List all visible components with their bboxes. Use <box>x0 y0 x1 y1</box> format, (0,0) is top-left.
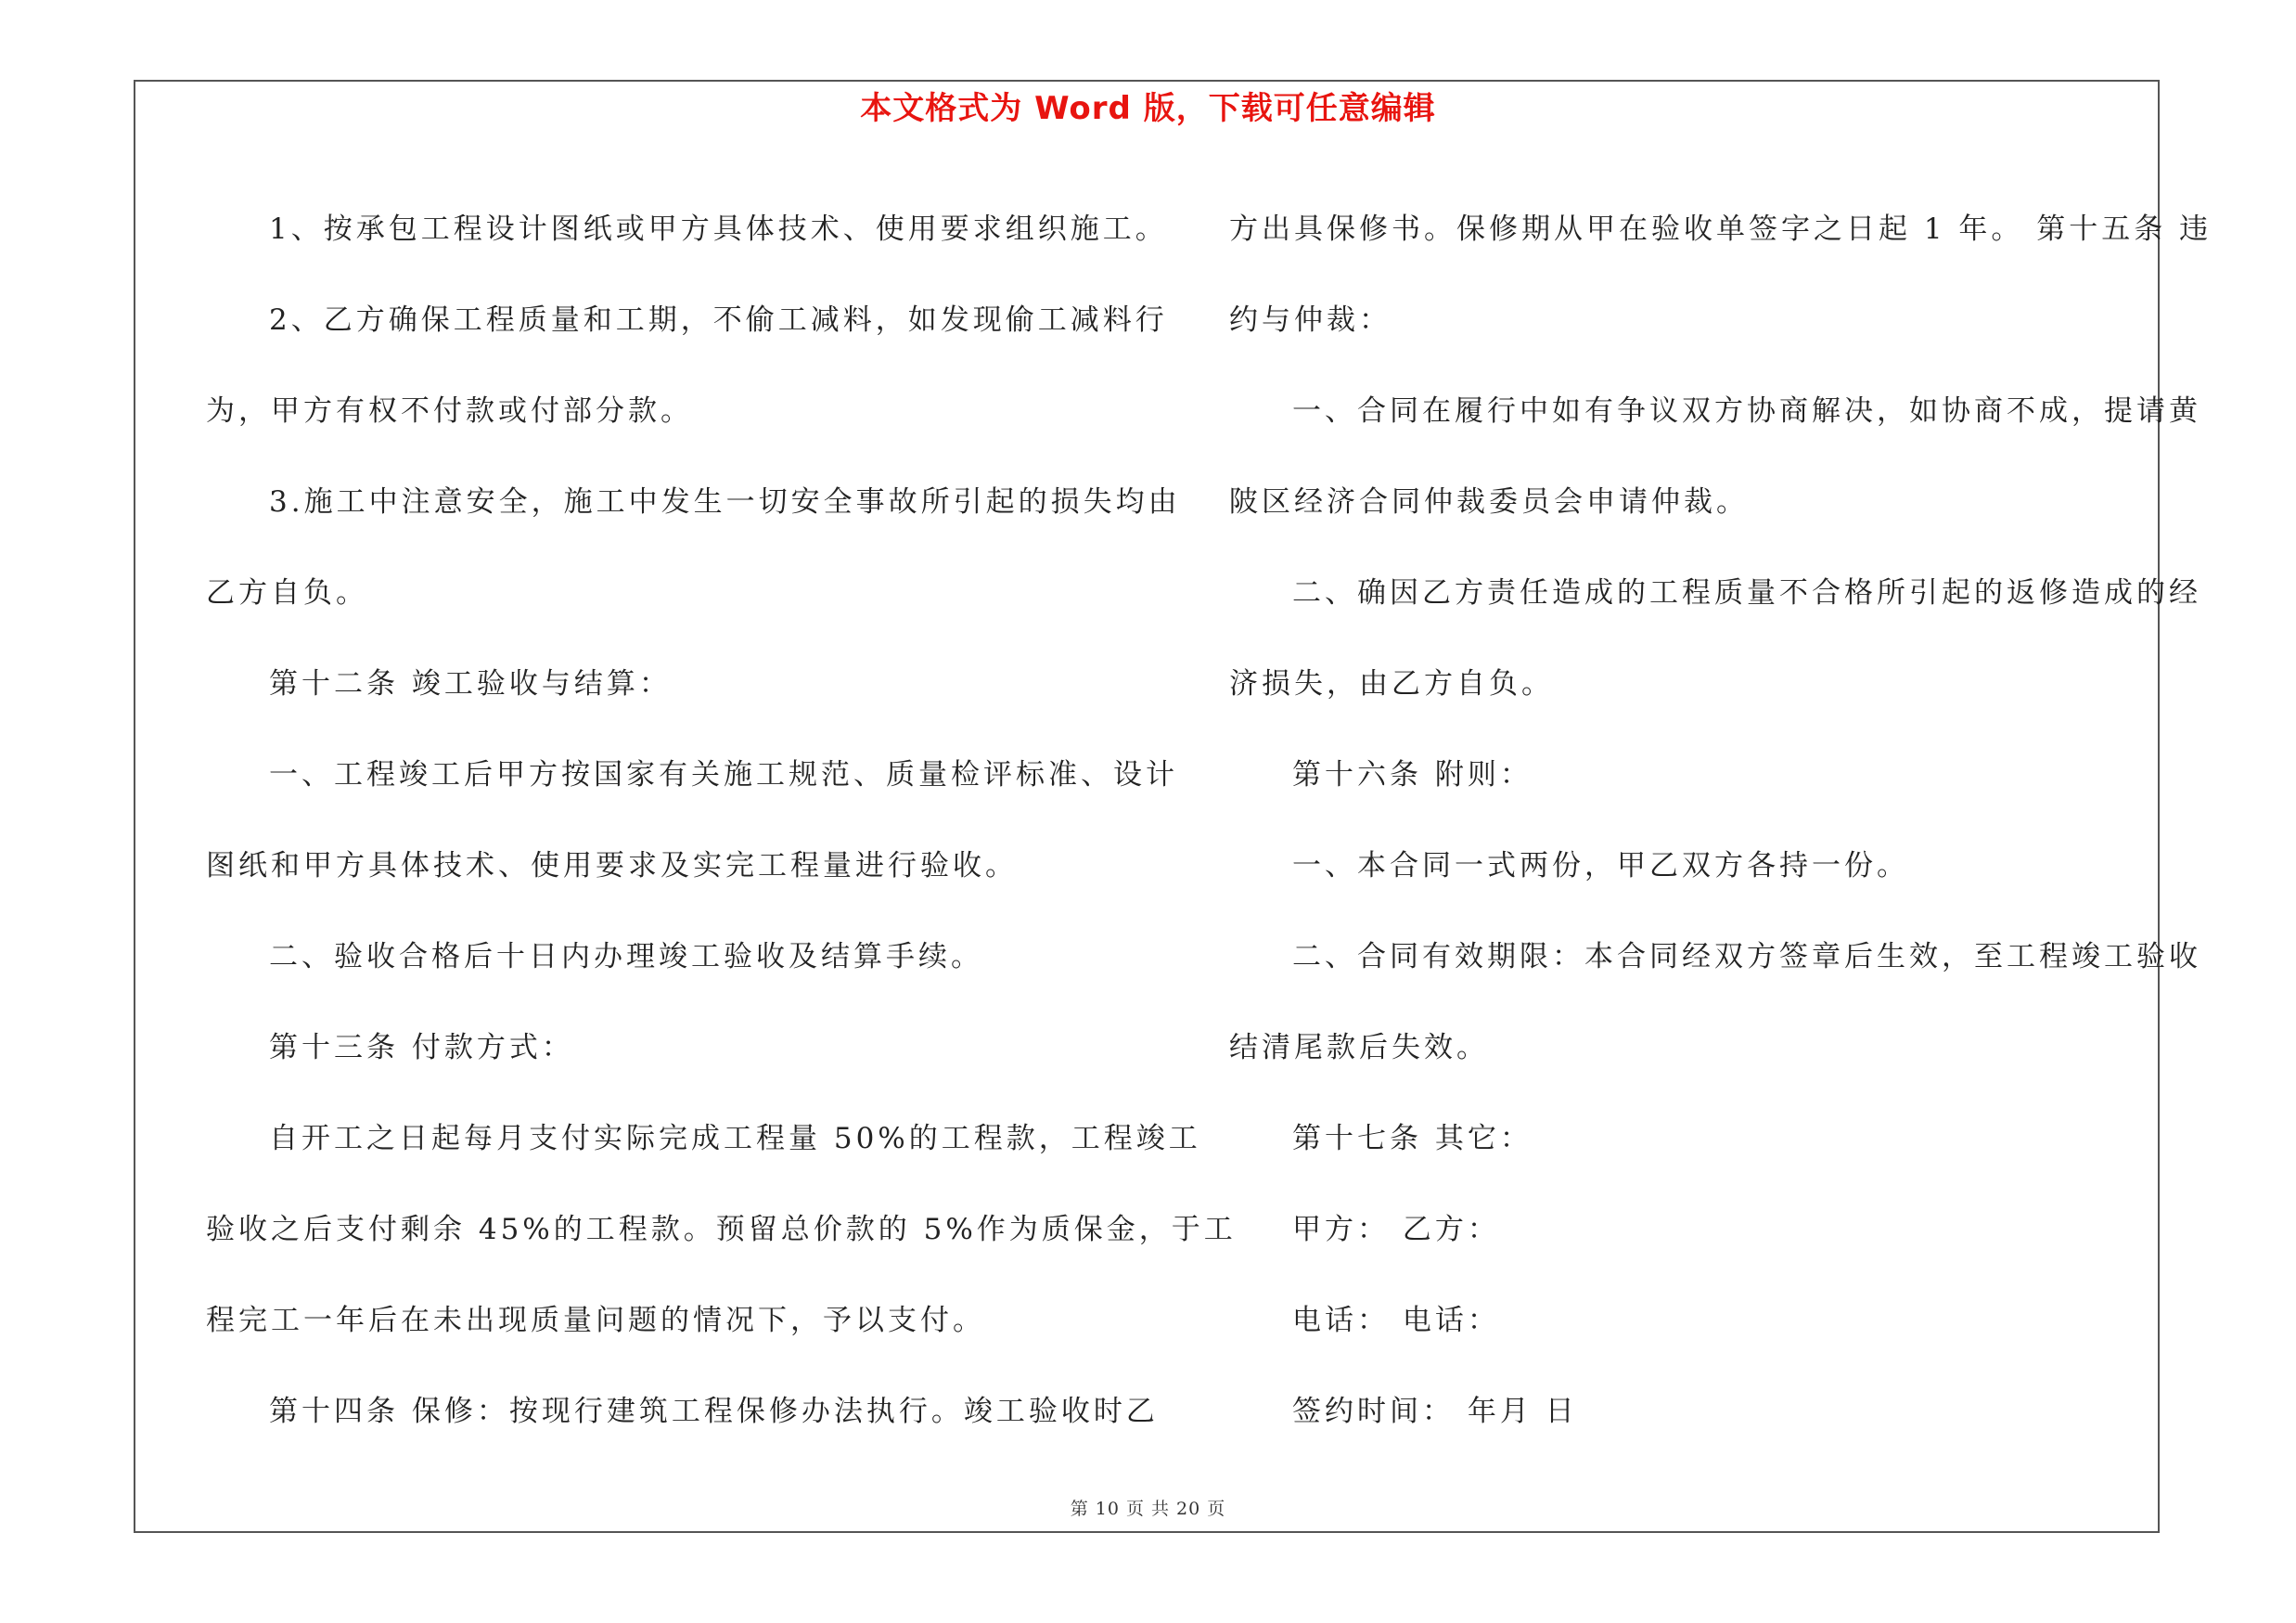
paragraph-line: 陂区经济合同仲裁委员会申请仲裁。 <box>1229 485 1749 519</box>
right-column <box>1229 184 2213 1457</box>
paragraph-line: 验收之后支付剩余 45%的工程款。预留总价款的 5%作为质保金，于工 <box>206 1213 1237 1246</box>
left-column <box>206 184 1237 1457</box>
paragraph-line: 3.施工中注意安全，施工中发生一切安全事故所引起的损失均由 <box>269 485 1181 519</box>
paragraph-line: 第十六条 附则： <box>1292 758 1533 792</box>
paragraph-line: 程完工一年后在未出现质量问题的情况下，予以支付。 <box>206 1304 985 1337</box>
paragraph-line: 一、本合同一式两份，甲乙双方各持一份。 <box>1292 849 1909 882</box>
paragraph-line: 图纸和甲方具体技术、使用要求及实完工程量进行验收。 <box>206 849 1018 882</box>
paragraph-line: 一、合同在履行中如有争议双方协商解决，如协商不成，提请黄 <box>1292 394 2201 428</box>
paragraph-line: 自开工之日起每月支付实际完成工程量 50%的工程款，工程竣工 <box>269 1122 1201 1155</box>
paragraph-line: 乙方自负。 <box>206 576 368 610</box>
paragraph-line: 二、合同有效期限：本合同经双方签章后生效，至工程竣工验收 <box>1292 940 2201 973</box>
paragraph-line: 签约时间： 年月 日 <box>1292 1395 1578 1428</box>
paragraph-line: 甲方： 乙方： <box>1292 1213 1500 1246</box>
paragraph-line: 一、工程竣工后甲方按国家有关施工规范、质量检评标准、设计 <box>269 758 1178 792</box>
paragraph-line: 结清尾款后失效。 <box>1229 1031 1489 1064</box>
paragraph-line: 约与仲裁： <box>1229 303 1392 337</box>
paragraph-line: 电话： 电话： <box>1292 1304 1500 1337</box>
paragraph-line: 二、验收合格后十日内办理竣工验收及结算手续。 <box>269 940 983 973</box>
page-footer: 第 10 页 共 20 页 <box>1070 1499 1226 1519</box>
paragraph-line: 第十三条 付款方式： <box>269 1031 574 1064</box>
paragraph-line: 1、按承包工程设计图纸或甲方具体技术、使用要求组织施工。 <box>269 213 1168 246</box>
paragraph-line: 第十二条 竣工验收与结算： <box>269 667 672 701</box>
paragraph-line: 济损失，由乙方自负。 <box>1229 667 1554 701</box>
paragraph-line: 为，甲方有权不付款或付部分款。 <box>206 394 693 428</box>
paragraph-line: 方出具保修书。保修期从甲在验收单签字之日起 1 年。 第十五条 违 <box>1229 213 2213 246</box>
paragraph-line: 第十四条 保修：按现行建筑工程保修办法执行。竣工验收时乙 <box>269 1395 1159 1428</box>
paragraph-line: 2、乙方确保工程质量和工期，不偷工减料，如发现偷工减料行 <box>269 303 1168 337</box>
header-banner: 本文格式为 Word 版，下载可任意编辑 <box>860 90 1436 127</box>
paragraph-line: 二、确因乙方责任造成的工程质量不合格所引起的返修造成的经 <box>1292 576 2201 610</box>
paragraph-line: 第十七条 其它： <box>1292 1122 1533 1155</box>
